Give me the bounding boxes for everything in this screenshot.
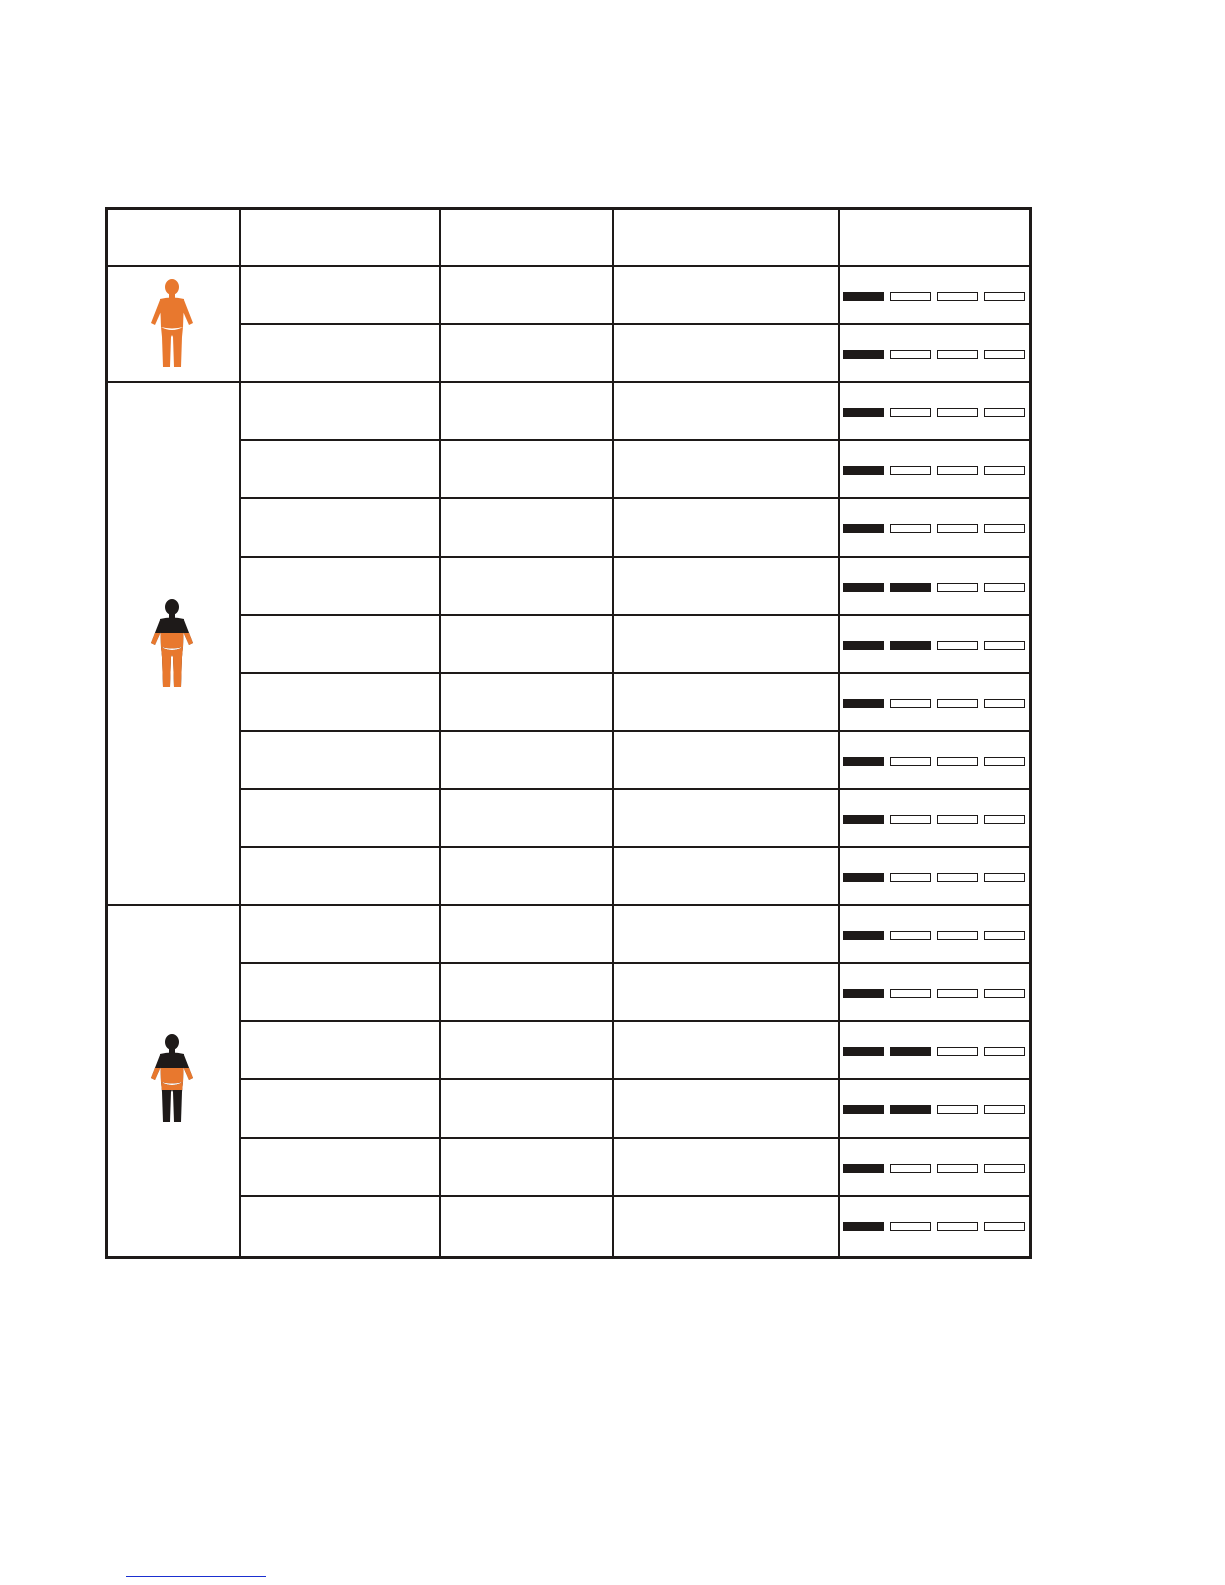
rating-segment: [890, 1222, 931, 1231]
rating-segment: [984, 1164, 1025, 1173]
full-body-highlight-figure-icon: [142, 277, 202, 369]
rating-segment: [890, 757, 931, 766]
table-border-bottom: [105, 1256, 1032, 1259]
rating-segment: [937, 989, 978, 998]
rating-segment: [843, 408, 884, 417]
row-divider: [239, 497, 1032, 499]
rating-segment: [984, 873, 1025, 882]
header-divider: [105, 265, 1032, 267]
row-divider: [239, 1195, 1032, 1197]
column-divider: [838, 207, 840, 1259]
row-divider: [239, 614, 1032, 616]
rating-segment: [937, 524, 978, 533]
rating-segment: [843, 1105, 884, 1114]
row-divider: [239, 730, 1032, 732]
rating-segment: [890, 699, 931, 708]
rating-segment: [937, 757, 978, 766]
rating-segment: [890, 350, 931, 359]
row-divider: [239, 556, 1032, 558]
rating-segment: [937, 1222, 978, 1231]
rating-segment: [937, 583, 978, 592]
rating-segment: [937, 931, 978, 940]
rating-segment: [890, 1105, 931, 1114]
rating-segment: [984, 989, 1025, 998]
row-divider: [239, 1137, 1032, 1139]
column-divider: [239, 207, 241, 1259]
rating-segment: [843, 524, 884, 533]
intensity-table: [105, 207, 1032, 1259]
rating-segment: [937, 1164, 978, 1173]
row-divider: [239, 439, 1032, 441]
rating-segment: [890, 583, 931, 592]
rating-segment: [984, 931, 1025, 940]
rating-segment: [937, 641, 978, 650]
rating-segment: [937, 1047, 978, 1056]
rating-segment: [890, 1164, 931, 1173]
rating-segment: [890, 292, 931, 301]
footer-link-underline[interactable]: [126, 1576, 266, 1577]
group-divider: [105, 904, 1032, 906]
rating-segment: [984, 699, 1025, 708]
table-border-top: [105, 207, 1032, 210]
rating-segment: [890, 815, 931, 824]
row-divider: [239, 788, 1032, 790]
rating-segment: [937, 350, 978, 359]
rating-segment: [843, 931, 884, 940]
row-divider: [239, 1078, 1032, 1080]
rating-segment: [843, 292, 884, 301]
rating-segment: [984, 1105, 1025, 1114]
rating-segment: [890, 641, 931, 650]
lower-torso-highlight-figure-icon: [142, 597, 202, 689]
rating-segment: [984, 757, 1025, 766]
rating-segment: [843, 641, 884, 650]
row-divider: [239, 962, 1032, 964]
rating-segment: [843, 815, 884, 824]
table-border-left: [105, 207, 108, 1259]
row-divider: [239, 672, 1032, 674]
rating-segment: [890, 408, 931, 417]
rating-segment: [984, 524, 1025, 533]
rating-segment: [984, 641, 1025, 650]
rating-segment: [937, 292, 978, 301]
rating-segment: [937, 699, 978, 708]
rating-segment: [984, 466, 1025, 475]
rating-segment: [843, 1047, 884, 1056]
hip-highlight-figure-icon: [142, 1032, 202, 1124]
column-divider: [612, 207, 614, 1259]
rating-segment: [843, 1164, 884, 1173]
rating-segment: [890, 873, 931, 882]
rating-segment: [984, 1222, 1025, 1231]
rating-segment: [843, 466, 884, 475]
rating-segment: [984, 1047, 1025, 1056]
row-divider: [239, 323, 1032, 325]
column-divider: [439, 207, 441, 1259]
group-divider: [105, 381, 1032, 383]
rating-segment: [984, 583, 1025, 592]
rating-segment: [890, 931, 931, 940]
rating-segment: [843, 699, 884, 708]
rating-segment: [843, 873, 884, 882]
rating-segment: [937, 873, 978, 882]
rating-segment: [890, 466, 931, 475]
rating-segment: [843, 583, 884, 592]
rating-segment: [984, 815, 1025, 824]
rating-segment: [984, 292, 1025, 301]
rating-segment: [843, 989, 884, 998]
rating-segment: [843, 1222, 884, 1231]
row-divider: [239, 846, 1032, 848]
rating-segment: [937, 408, 978, 417]
rating-segment: [843, 757, 884, 766]
rating-segment: [937, 466, 978, 475]
rating-segment: [890, 524, 931, 533]
table-border-right: [1029, 207, 1032, 1259]
rating-segment: [890, 989, 931, 998]
rating-segment: [843, 350, 884, 359]
rating-segment: [984, 408, 1025, 417]
row-divider: [239, 1020, 1032, 1022]
rating-segment: [937, 1105, 978, 1114]
rating-segment: [984, 350, 1025, 359]
rating-segment: [937, 815, 978, 824]
rating-segment: [890, 1047, 931, 1056]
